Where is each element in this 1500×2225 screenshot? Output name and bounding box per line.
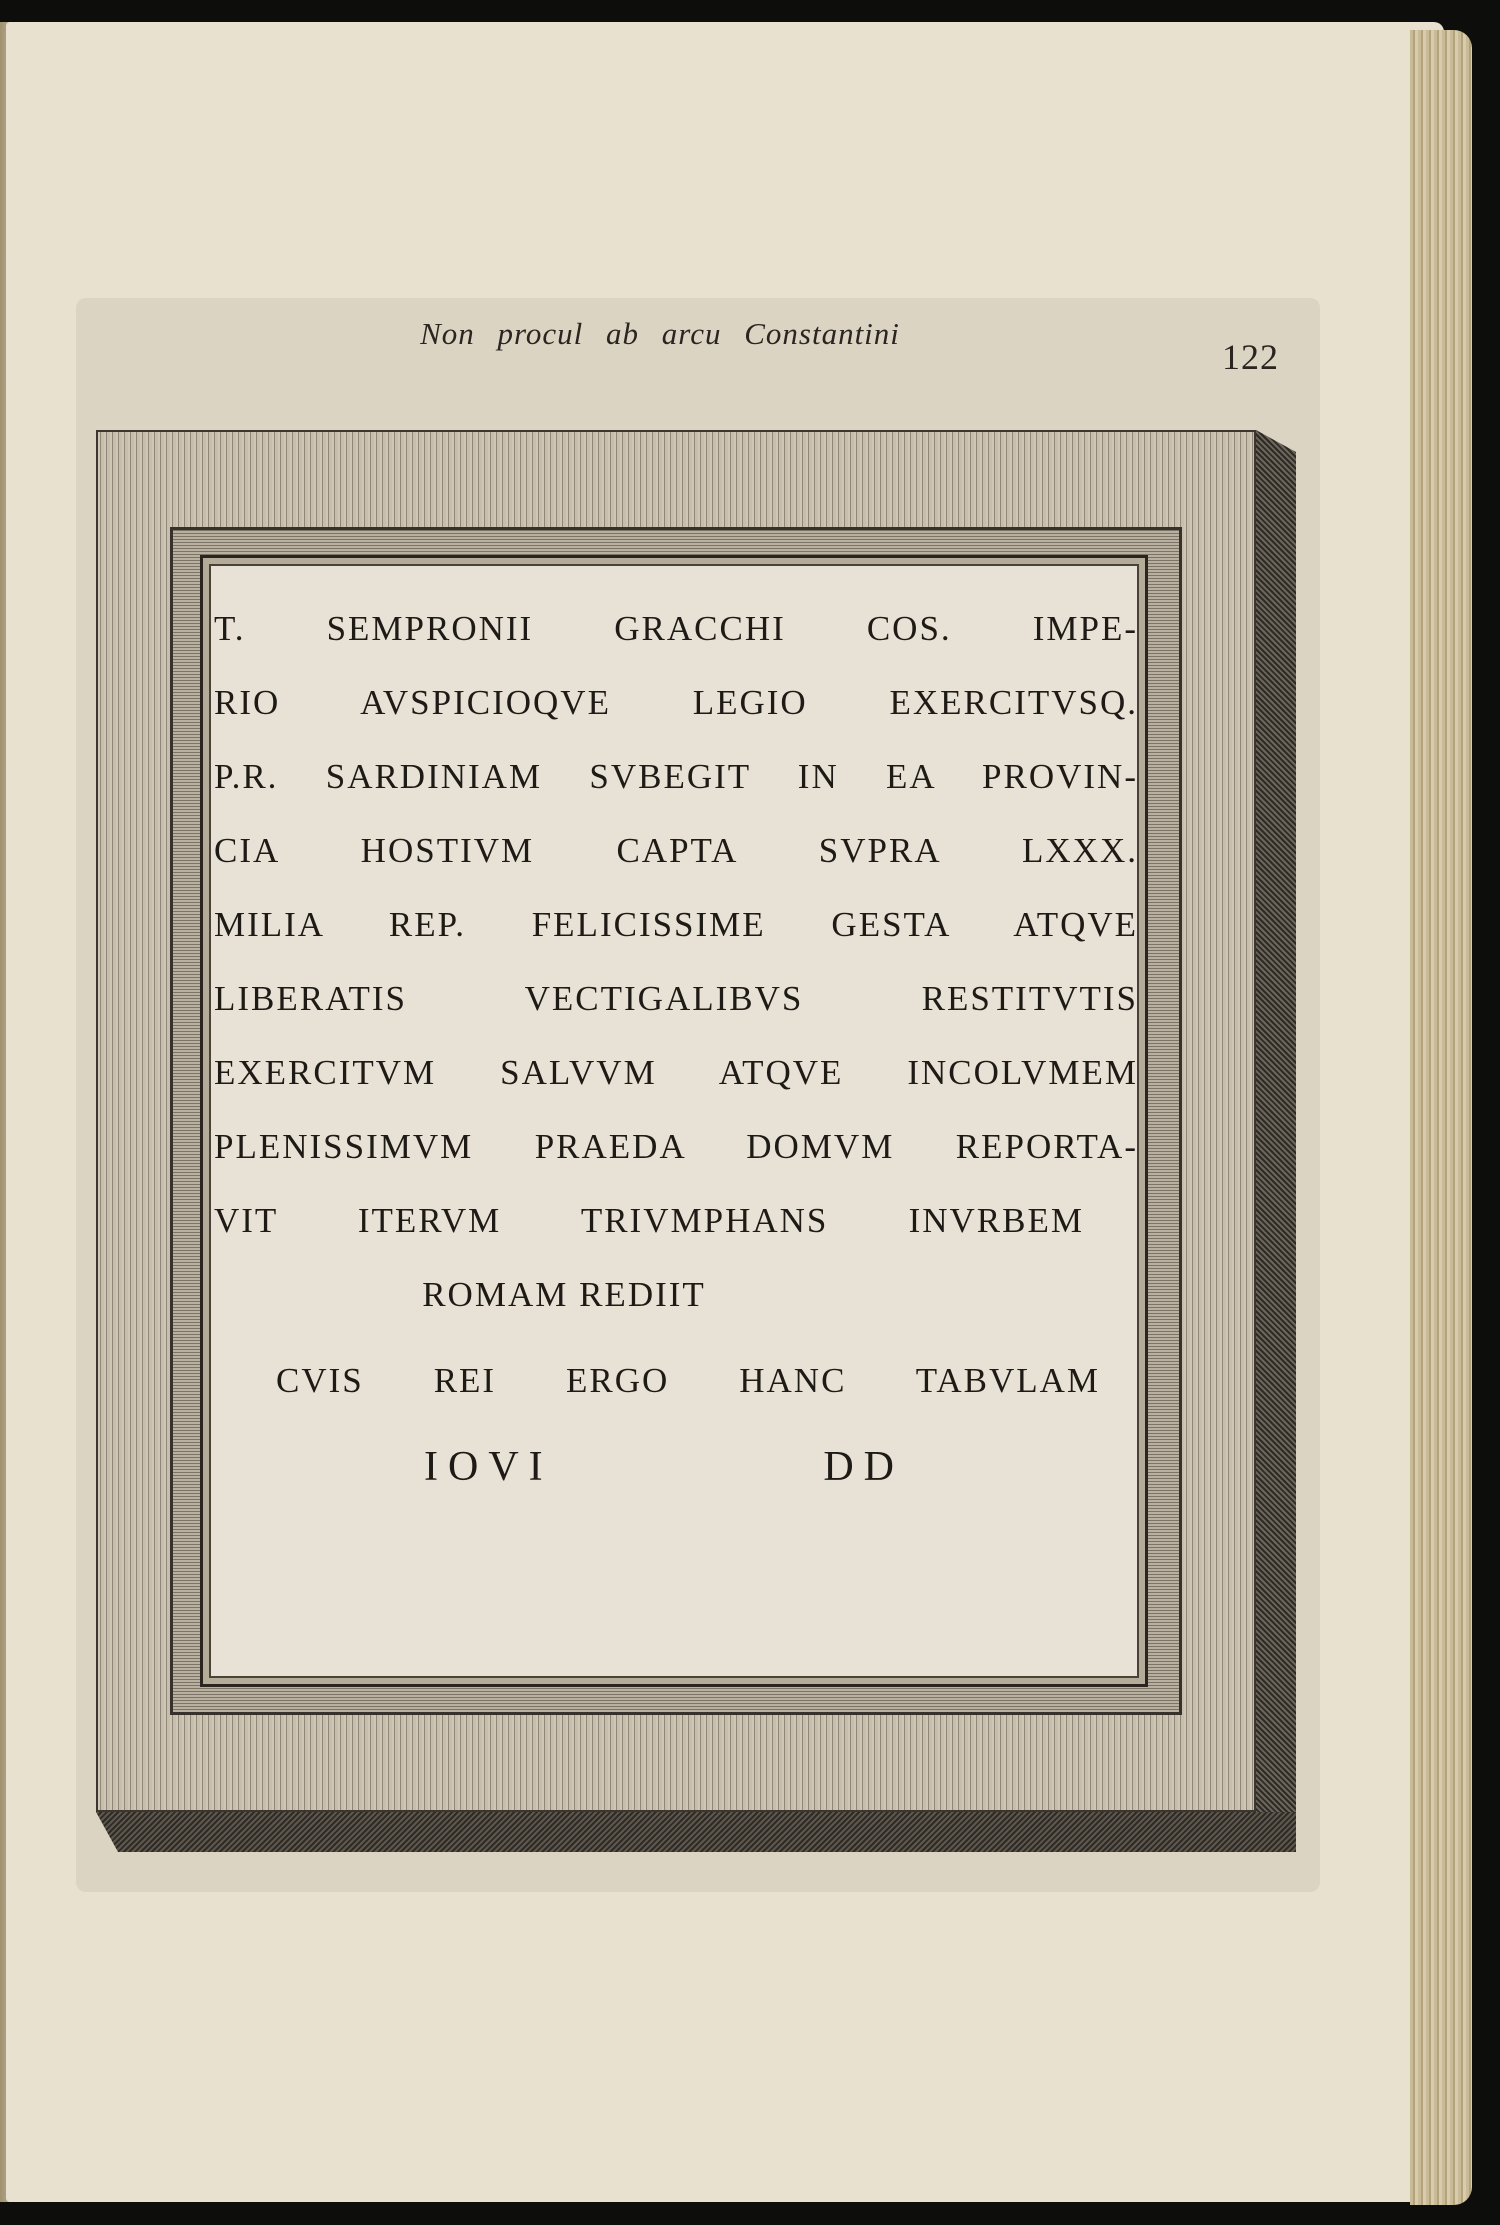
inscription-line-final: IOVI DD (424, 1444, 904, 1490)
page-edges (1410, 30, 1472, 2205)
inscription-line: VIT ITERVM TRIVMPHANS INVRBEM (214, 1201, 1084, 1240)
inscription-line: LIBERATIS VECTIGALIBVS RESTITVTIS (214, 979, 1138, 1018)
inscription-line: ROMAM REDIIT (422, 1275, 706, 1314)
inscription-line: RIO AVSPICIOQVE LEGIO EXERCITVSQ. (214, 683, 1138, 722)
inscription-line: PLENISSIMVM PRAEDA DOMVM REPORTA- (214, 1127, 1138, 1166)
inscription-line: T. SEMPRONII GRACCHI COS. IMPE- (214, 609, 1138, 648)
inscription-line: P.R. SARDINIAM SVBEGIT IN EA PROVIN- (214, 757, 1138, 796)
slab-shadow-right (1256, 430, 1296, 1850)
slab-shadow-bottom (96, 1812, 1296, 1852)
running-head: Non procul ab arcu Constantini (420, 316, 900, 351)
inscription-line: CVIS REI ERGO HANC TABVLAM (276, 1361, 1100, 1400)
page-number: 122 (1222, 337, 1279, 377)
inscription-line: CIA HOSTIVM CAPTA SVPRA LXXX. (214, 831, 1138, 870)
inscription-text (214, 598, 1138, 1518)
inscription-line: MILIA REP. FELICISSIME GESTA ATQVE (214, 905, 1138, 944)
inscription-line: EXERCITVM SALVVM ATQVE INCOLVMEM (214, 1053, 1138, 1092)
